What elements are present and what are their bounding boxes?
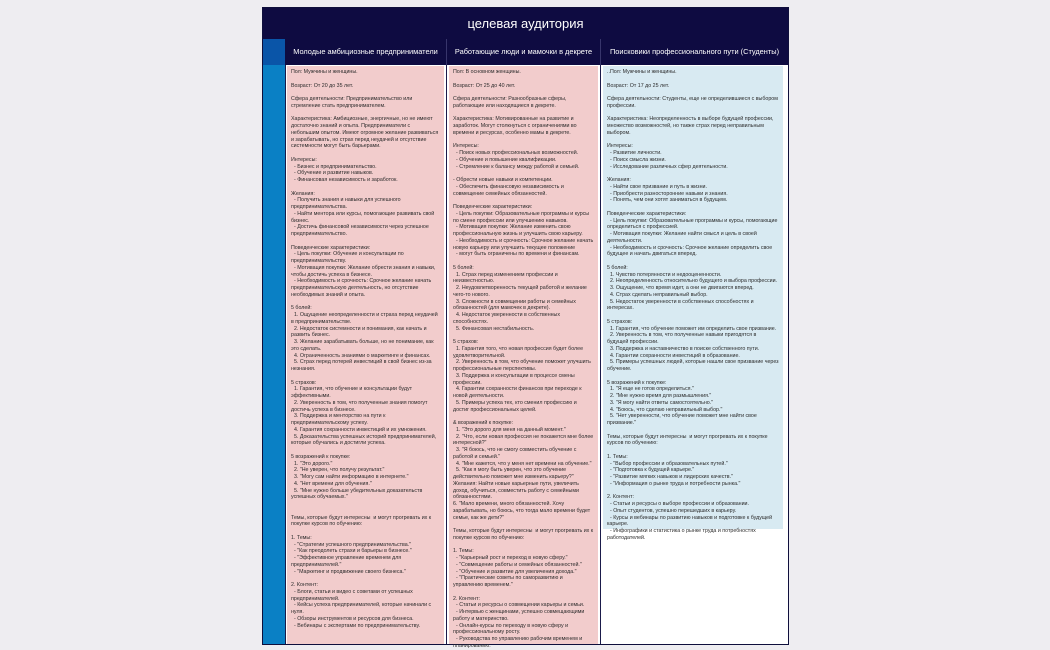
column-divider [446,65,447,644]
column-header-entrepreneurs: Молодые амбициозные предприниматели [293,47,438,56]
audience-card-students: ..Пол: Мужчины и женщины. Возраст: От 17 до 25 лет. Сфера деятельности: Студенты, еще не определившиеся с выбором профессии. Характеристика: Неопределенность в выборе будущей профессии, множество возможностей, но также страх перед неправильным выбором. Интересы: - Развитие личности. - Поиск смысла жизни. - Исследование различных сфер деятельности. Желания: - Найти свое призвание и путь в жизни. - Приобрести разносторонние навыки и знания. - Понять, чем они хотят заниматься в будущем. Поведенческие характеристики: - Цель покупки: Образовательные программы и курсы, помогающие определиться с профессией. - Мотивация покупки: Желание найти смысл и цель в своей деятельности. - Необходимость и срочность: Срочное желание определить свое будущее и начать двигаться вперед. 5 болей: 1. Чувство потерянности и недооцененности. 2. Неопределенность относительно будущего и выбора профессии. 3. Ощущение, что время идет, а они не двигаются вперед. 4. Страх сделать неправильный выбор. 5. Недостаток уверенности в собственных способностях и интересах. 5 страхов: 1. Гарантия, что обучение поможет им определить свое призвание. 2. Уверенность в том, что полученные навыки пригодятся в будущей профессии. 3. Поддержка и наставничество в поиске собственного пути. 4. Гарантии сохранности инвестиций в образование. 5. Примеры успешных людей, которые нашли свое призвание через обучение. 5 возражений к покупке: 1. "Я еще не готов определиться." 2. "Мне нужно время для размышления." 3. "Я могу найти ответы самостоятельно." 4. "Боюсь, что сделаю неправильный выбор." 5. "Нет уверенности, что обучение поможет мне найти свое призвание." Темы, которые будут интересны и могут прогревать их к покупке курсов по обучению: 1. Темы: - "Выбор профессии и образовательных путей." - "Подготовка к будущей карьере." - "Развитие мягких навыков и лидерских качеств." - "Информация о рынке труда и потребности рынка." 2. Контент: - Статьи и ресурсы о выборе профессии и образовании. - Опыт студентов, успешно перешедших в карьеру. - Курсы и вебинары по развитию навыков и подготовке к будущей карьере. - Инфографики и статистика о рынке труда и потребностях работодателей. [603,66,783,529]
column-divider [600,65,601,644]
audience-card-working-moms: Пол: В основном женщины. Возраст: От 25 до 40 лет. Сфера деятельности: Разнообразные сферы, работающие или находящиеся в декрете. Характеристика: Мотивированные на развитие и заработок. Могут столкнуться с ограничениями во времени и ресурсах, особенно мамы в декрете. Интересы: - Поиск новых профессиональных возможностей. - Обучение и повышение квалификации. - Стремление к балансу между работой и семьей. - Обрести новые навыки и компетенции. - Обеспечить финансовую независимость и совмещение семейных обязанностей. Поведенческие характеристики: - Цель покупки: Образовательные программы и курсы по смене профессии или улучшению навыков. - Мотивация покупки: Желание изменить свою профессиональную жизнь и улучшить свою карьеру. - Необходимость и срочность: Срочное желание начать новую карьеру или улучшить текущее положение - могут быть ограничены по времени и финансам. 5 болей: 1. Страх перед изменением профессии и неизвестностью. 2. Неудовлетворенность текущей работой и желание чего-то нового. 3. Сложности в совмещении работы и семейных обязанностей (для мамочек в декрете). 4. Недостаток уверенности в собственных способностях. 5. Финансовая нестабильность. 5 страхов: 1. Гарантия того, что новая профессия будет более удовлетворительной. 2. Уверенность в том, что обучение поможет улучшить профессиональные перспективы. 3. Поддержка и консультации в процессе смены профессии. 4. Гарантии сохранности финансов при переходе к новой деятельности. 5. Примеры успеха тех, кто сменил профессию и достиг профессиональных целей. & возражений к покупке: 1. "Это дорого для меня на данный момент." 2. "Что, если новая профессия не покажется мне более интересной?" 3. "Я боюсь, что не смогу совместить обучение с работой и семьей." 4. "Мне кажется, что у меня нет времени на обучение." 5. "Как я могу быть уверен, что это обучение действительно поможет мне изменить карьеру?" Желания: Найти новые карьерные пути, увеличить доход, обучиться, совместить работу с семейными обязанностями. 6. "Мало времени, много обязанностей. Хочу зарабатывать, но боюсь, что тогда мало времени будет семье, как же дети?" Темы, которые будут интересны и могут прогревать их к покупке курсов по обучению: 1. Темы: - "Карьерный рост и переход в новую сферу." - "Совмещение работы и семейных обязанностей." - "Обучение и развитие для увеличения дохода." - "Практические советы по саморазвитию и управлению временем." 2. Контент: - Статьи и ресурсы о совмещении карьеры и семьи. - Интервью с женщинами, успешно совмещающими работу и материнство. - Онлайн-курсы по переходу в новую сферу и профессиональному росту. - Руководства по управлению рабочим временем и планированию. [449,66,598,644]
column-divider [285,65,286,644]
audience-card-entrepreneurs: Пол: Мужчины и женщины. Возраст: От 20 до 35 лет. Сфера деятельности: Предпринимательство или стремление стать предпринимателем. Характеристика: Амбициозные, энергичные, но не имеют достаточно знаний и опыта. Предприниматели с небольшим опытом. Имеют огромное желание развиваться и зарабатывать, но страх перед неудачей и отсутствие системности могут быть барьерами. Интересы: - Бизнес и предпринимательство. - Обучение и развитие навыков. - Финансовая независимость и заработок. Желания: - Получить знания и навыки для успешного предпринимательства. - Найти ментора или курсы, помогающие развивать свой бизнес. - Достичь финансовой независимости через успешное предпринимательство. Поведенческие характеристики: - Цель покупки: Обучение и консультации по предпринимательству. - Мотивация покупки: Желание обрести знания и навыки, чтобы достичь успеха в бизнесе. - Необходимость и срочность: Срочное желание начать предпринимательскую деятельность, но отсутствие необходимых знаний и опыта. 5 болей: 1. Ощущение неопределенности и страха перед неудачей в предпринимательстве. 2. Недостаток системности и понимания, как начать и развить бизнес. 3. Желание зарабатывать больше, но не понимание, как это сделать. 4. Ограниченность знаниями о маркетинге и финансах. 5. Страх перед потерей инвестиций в свой бизнес из-за незнания. 5 страхов: 1. Гарантия, что обучение и консультации будут эффективными. 2. Уверенность в том, что полученные знания помогут достичь успеха в бизнесе. 3. Поддержка и менторство на пути к предпринимательскому успеху. 4. Гарантия сохранности инвестиций и их умножения. 5. Доказательства успешных историй предпринимателей, которые обучались и достигли успеха. 5 возражений к покупке: 1. "Это дорого." 2. "Не уверен, что получу результат." 3. "Могу сам найти информацию в интернете." 4. "Нет времени для обучения." 5. "Мне нужно больше убедительных доказательств успешных обучаемых." Темы, которые будут интересны и могут прогревать их к покупке курсов по обучению: 1. Темы: - "Стратегии успешного предпринимательства." - "Как преодолеть страхи и барьеры в бизнесе." - "Эффективное управление временем для предпринимателей." - "Маркетинг и продвижение своего бизнеса." 2. Контент: - Блоги, статьи и видео с советами от успешных предпринимателей. - Кейсы успеха предпринимателей, которые начинали с нуля. - Обзоры инструментов и ресурсов для бизнеса. - Вебинары с экспертами по предпринимательству. [287,66,444,644]
header-row [263,39,788,65]
column-header-students: Поисковики профессионального пути (Студенты) [609,47,780,56]
left-accent-strip [263,65,285,644]
board-title: целевая аудитория [263,8,788,39]
header-accent [263,39,285,65]
column-header-working-moms: Работающие люди и мамочки в декрете [454,47,593,56]
audience-board [262,7,789,649]
